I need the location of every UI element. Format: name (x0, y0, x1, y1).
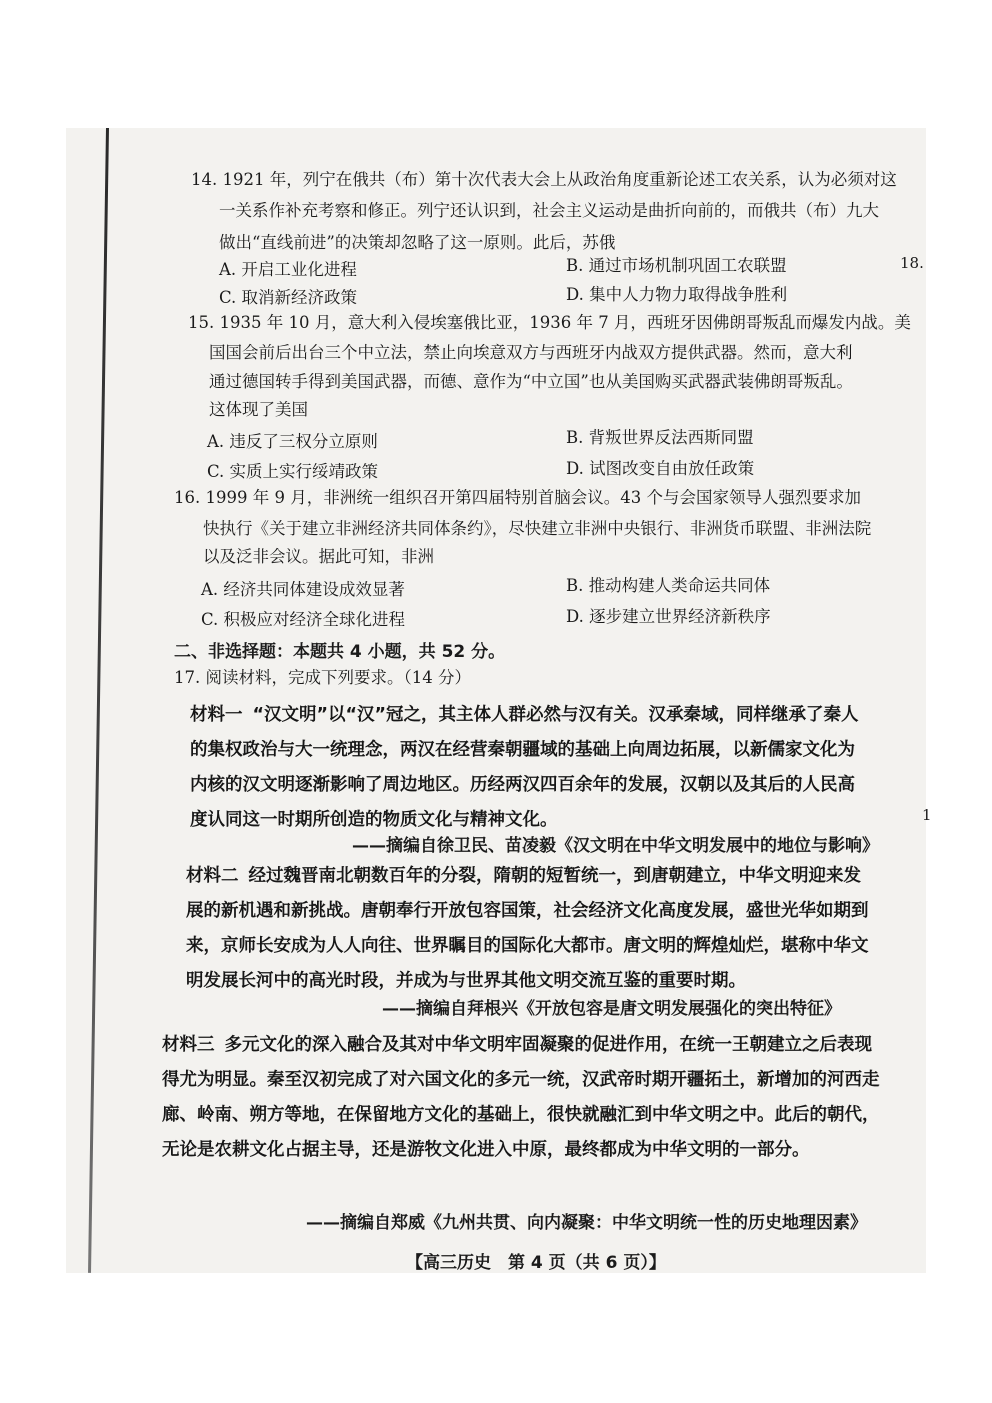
material-3-text: 多元文化的深入融合及其对中华文明牢固凝聚的促进作用，在统一王朝建立之后表现得尤为明显。秦至汉初完成了对六国文化的多元一统，汉武帝时期开疆拓土，新增加的河西走廊、岭南、朔方等地，在保留地方文化的基础上，很快就融汇到中华文明之中。此后的朝代，无论是农耕文化占据主导，还是游牧文化进入中原，最终都成为中华文明的一部分。 (162, 1035, 880, 1160)
material-1-label: 材料一 (190, 705, 243, 725)
scanned-page (66, 128, 926, 1273)
q16-option-a: A. 经济共同体建设成效显著 (201, 580, 405, 599)
q15-option-c: C. 实质上实行绥靖政策 (207, 462, 379, 481)
q16-option-b: B. 推动构建人类命运共同体 (566, 576, 771, 595)
material-2-label: 材料二 (186, 866, 239, 886)
q14-option-c: C. 取消新经济政策 (219, 288, 358, 307)
page-footer: 【高三历史 第 4 页（共 6 页）】 (406, 1253, 666, 1273)
q14-option-b: B. 通过市场机制巩固工农联盟 (566, 256, 787, 275)
material-1-source: ——摘编自徐卫民、苗凌毅《汉文明在中华文明发展中的地位与影响》 (352, 836, 879, 856)
q14-option-d: D. 集中人力物力取得战争胜利 (566, 285, 788, 304)
material-3-label: 材料三 (162, 1035, 215, 1055)
q16-line-1: 16. 1999 年 9 月，非洲统一组织召开第四届特别首脑会议。43 个与会国家领导人强烈要求加 (174, 488, 861, 507)
q16-line-2: 快执行《关于建立非洲经济共同体条约》，尽快建立非洲中央银行、非洲货币联盟、非洲法院 (203, 519, 872, 538)
margin-question-number: 18. (900, 254, 924, 272)
section-2-heading: 二、非选择题：本题共 4 小题，共 52 分。 (174, 642, 506, 662)
q14-line-2: 一关系作补充考察和修正。列宁还认识到，社会主义运动是曲折向前的，而俄共（布）九大 (219, 201, 879, 220)
q16-option-c: C. 积极应对经济全球化进程 (201, 610, 406, 629)
material-1-text: “汉文明”以“汉”冠之，其主体人群必然与汉有关。汉承秦域，同样继承了秦人的集权政治与大一统理念，两汉在经营秦朝疆域的基础上向周边拓展，以新儒家文化为内核的汉文明逐渐影响了周边地区。历经两汉四百余年的发展，汉朝以及其后的人民高度认同这一时期所创造的物质文化与精神文化。 (190, 705, 859, 830)
material-3 (162, 1028, 882, 1168)
material-2-source: ——摘编自拜根兴《开放包容是唐文明发展强化的突出特征》 (382, 999, 841, 1019)
q14-option-a: A. 开启工业化进程 (219, 260, 357, 279)
material-2-text: 经过魏晋南北朝数百年的分裂，隋朝的短暂统一，到唐朝建立，中华文明迎来发展的新机遇和新挑战。唐朝奉行开放包容国策，社会经济文化高度发展，盛世光华如期到来，京师长安成为人人向往、世界瞩目的国际化大都市。唐文明的辉煌灿烂，堪称中华文明发展长河中的高光时段，并成为与世界其他文明交流互鉴的重要时期。 (186, 866, 869, 991)
q14-line-1: 14. 1921 年，列宁在俄共（布）第十次代表大会上从政治角度重新论述工农关系，认为必须对这 (191, 170, 897, 189)
material-1 (190, 698, 870, 838)
q16-option-d: D. 逐步建立世界经济新秩序 (566, 607, 771, 626)
q15-line-3: 通过德国转手得到美国武器，而德、意作为“中立国”也从美国购买武器武装佛朗哥叛乱。 (209, 372, 853, 391)
q15-line-2: 国国会前后出台三个中立法，禁止向埃意双方与西班牙内战双方提供武器。然而，意大利 (209, 343, 853, 362)
q15-option-d: D. 试图改变自由放任政策 (566, 459, 755, 478)
q16-line-3: 以及泛非会议。据此可知，非洲 (203, 547, 434, 566)
material-3-source: ——摘编自郑威《九州共贯、向内凝聚：中华文明统一性的历史地理因素》 (306, 1213, 867, 1233)
q15-line-4: 这体现了美国 (209, 400, 308, 419)
margin-fragment: 1 (922, 806, 932, 824)
q15-line-1: 15. 1935 年 10 月，意大利入侵埃塞俄比亚，1936 年 7 月，西班牙因佛朗哥叛乱而爆发内战。美 (188, 313, 911, 332)
q15-option-b: B. 背叛世界反法西斯同盟 (566, 428, 754, 447)
material-2 (186, 859, 876, 999)
q15-option-a: A. 违反了三权分立原则 (207, 432, 378, 451)
q17-title: 17. 阅读材料，完成下列要求。（14 分） (174, 668, 471, 687)
q14-line-3: 做出“直线前进”的决策却忽略了这一原则。此后，苏俄 (219, 233, 616, 252)
